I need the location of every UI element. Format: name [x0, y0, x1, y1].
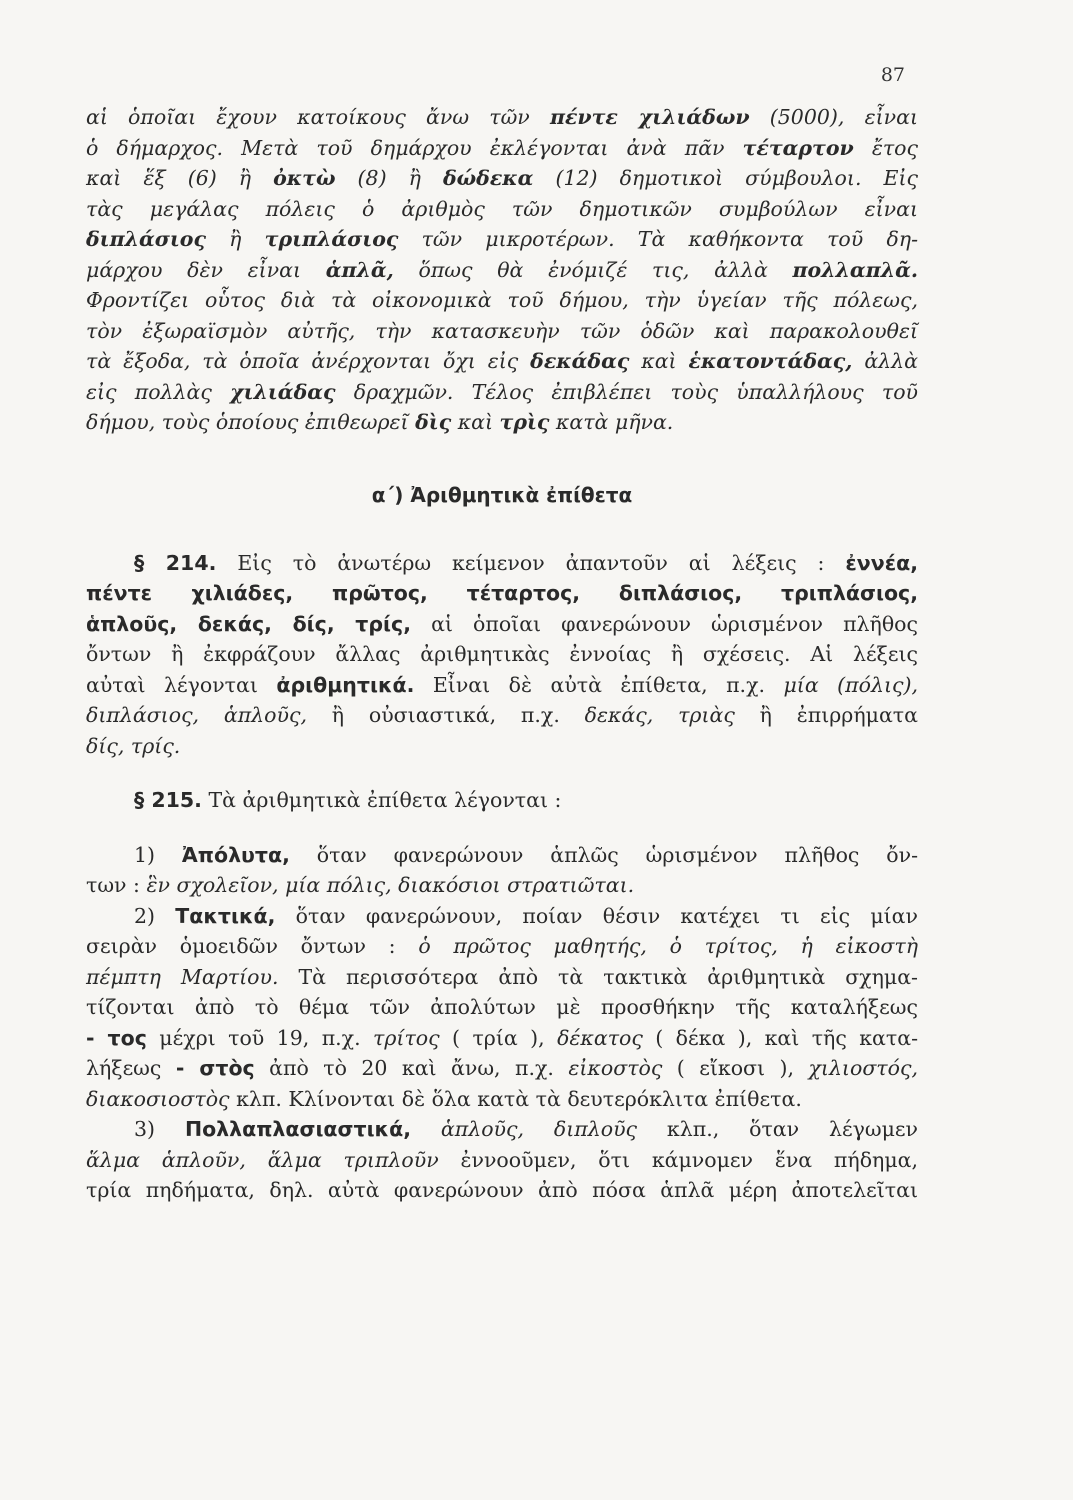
- text-run: (12) δημοτικοὶ σύμβουλοι. Εἰς: [533, 166, 918, 190]
- text-run: τριπλάσιος: [264, 227, 399, 251]
- text-run: σειρὰν ὁμοειδῶν ὄντων :: [86, 934, 419, 958]
- text-line: [86, 670, 918, 701]
- text-line: [86, 962, 918, 993]
- text-run: δίς, τρίς.: [86, 733, 181, 758]
- text-line: [86, 870, 918, 901]
- text-run: τῶν μικροτέρων. Τὰ καθήκοντα τοῦ δη-: [398, 227, 918, 251]
- text-run: [580, 581, 619, 605]
- numbered-items: [86, 840, 918, 1206]
- text-run: τριπλάσιος,: [780, 581, 918, 605]
- text-run: (5000), εἶναι: [749, 105, 918, 129]
- text-run: ( δέκα ), καὶ τῆς κατα-: [642, 1025, 918, 1050]
- text-line: [86, 102, 918, 133]
- section-heading: α΄) Ἀριθμητικὰ ἐπίθετα: [371, 482, 633, 507]
- text-line: [86, 1053, 918, 1084]
- text-run: αἱ ὁποῖαι ἔχουν κατοίκους ἄνω τῶν: [86, 105, 550, 129]
- text-run: διακοσιοστὸς: [86, 1086, 230, 1111]
- text-run: ( εἴκοσι ),: [662, 1056, 809, 1080]
- text-run: ἀπὸ τὸ 20 καὶ ἄνω, π.χ.: [254, 1056, 569, 1080]
- text-run: ἁπλοῦς, δεκάς, δίς, τρίς,: [86, 611, 411, 636]
- text-run: καὶ ἕξ (6) ἢ: [86, 166, 274, 190]
- text-run: ἁπλοῦς, διπλοῦς: [440, 1117, 638, 1141]
- text-run: [742, 581, 781, 605]
- text-line: [86, 1145, 918, 1176]
- text-run: δέκατος: [557, 1025, 643, 1050]
- text-run: [428, 581, 467, 605]
- text-run: λήξεως: [86, 1056, 176, 1080]
- text-line: [86, 1114, 918, 1145]
- text-run: τίζονται ἀπὸ τὸ θέμα τῶν ἀπολύτων μὲ προσθήκην τῆς καταλήξεως: [86, 995, 918, 1019]
- text-run: ὅπως θὰ ἐνόμιζέ τις, ἀλλὰ: [393, 257, 793, 282]
- text-run: - τος: [86, 1025, 147, 1050]
- text-run: ὁ πρῶτος μαθητής, ὁ τρίτος, ἡ εἰκοστὴ: [418, 934, 918, 958]
- text-run: ἁπλᾶ,: [325, 257, 394, 282]
- text-run: ἑκατοντάδας,: [688, 349, 853, 373]
- text-run: εἰκοστὸς: [568, 1056, 663, 1080]
- text-line: [86, 785, 918, 816]
- text-run: ἢ: [205, 227, 265, 251]
- text-run: ὁ δήμαρχος. Μετὰ τοῦ δημάρχου ἐκλέγονται ἀνὰ πᾶν: [86, 135, 743, 160]
- text-run: δραχμῶν. Τέλος ἐπιβλέπει τοὺς ὑπαλλήλους τοῦ: [335, 379, 918, 404]
- text-run: ἓν σχολεῖον, μία πόλις, διακόσιοι στρατιῶται.: [146, 873, 635, 897]
- text-run: τὰς μεγάλας πόλεις ὁ ἀριθμὸς τῶν δημοτικῶν συμβούλων εἶναι: [86, 196, 918, 221]
- text-run: καὶ: [451, 410, 500, 434]
- text-run: 3): [134, 1117, 185, 1141]
- text-run: δεκάς, τριὰς: [584, 703, 735, 727]
- text-run: αἱ ὁποῖαι φανερώνουν ὡρισμένον πλῆθος: [411, 611, 919, 636]
- section-214: [86, 548, 918, 762]
- text-line: [86, 163, 918, 194]
- text-run: τρίτος: [373, 1025, 440, 1050]
- text-run: [411, 1117, 441, 1141]
- text-line: [86, 285, 918, 316]
- text-line: [86, 931, 918, 962]
- text-line: [86, 609, 918, 640]
- text-line: [86, 1175, 918, 1206]
- text-run: δώδεκα: [442, 166, 534, 190]
- text-run: δὶς: [415, 410, 452, 434]
- text-line: [86, 840, 918, 871]
- text-run: (8) ἢ: [335, 166, 443, 190]
- text-run: ὅταν φανερώνουν, ποίαν θέσιν κατέχει τι εἰς μίαν: [275, 903, 918, 928]
- text-run: 2): [134, 903, 176, 928]
- text-run: πέντε χιλιάδες,: [86, 581, 294, 605]
- text-run: ὄντων ἢ ἐκφράζουν ἄλλας ἀριθμητικὰς ἐννοίας ἢ σχέσεις. Αἱ λέξεις: [86, 642, 918, 666]
- text-run: ἀλλὰ: [852, 349, 918, 373]
- text-run: πρῶτος,: [331, 581, 428, 605]
- text-run: δήμου, τοὺς ὁποίους ἐπιθεωρεῖ: [86, 410, 416, 434]
- text-line: [86, 1023, 918, 1054]
- page-number: 87: [880, 64, 905, 86]
- text-line: [86, 407, 918, 438]
- text-run: μέχρι τοῦ 19, π.χ.: [146, 1025, 374, 1050]
- text-run: § 215.: [134, 788, 202, 812]
- text-run: πέμπτη Μαρτίου.: [86, 964, 279, 989]
- text-run: ἐννοοῦμεν, ὅτι κάμνομεν ἕνα πήδημα,: [438, 1147, 918, 1172]
- text-run: Φροντίζει οὗτος διὰ τὰ οἰκονομικὰ τοῦ δήμου, τὴν ὑγείαν τῆς πόλεως,: [86, 288, 918, 312]
- spacer: [86, 761, 918, 785]
- text-line: [86, 133, 918, 164]
- text-line: [86, 901, 918, 932]
- text-run: τὰ ἔξοδα, τὰ ὁποῖα ἀνέρχονται ὄχι εἰς: [86, 349, 531, 373]
- text-run: αὐταὶ λέγονται: [86, 672, 277, 697]
- text-line: [86, 700, 918, 731]
- text-line: [86, 224, 918, 255]
- text-run: Τὰ ἀριθμητικὰ ἐπίθετα λέγονται :: [201, 788, 562, 812]
- text-run: κλπ. Κλίνονται δὲ ὅλα κατὰ τὰ δευτερόκλιτα ἐπίθετα.: [229, 1086, 802, 1111]
- section-215: [86, 785, 918, 816]
- text-line: [86, 548, 918, 579]
- text-run: Ἀπόλυτα,: [181, 842, 290, 867]
- text-run: Εἰς τὸ ἀνωτέρω κείμενον ἀπαντοῦν αἱ λέξεις :: [216, 550, 846, 575]
- text-run: § 214.: [134, 550, 217, 575]
- text-run: μάρχου δὲν εἶναι: [86, 257, 326, 282]
- text-run: μία (πόλις),: [783, 672, 918, 697]
- text-line: [86, 194, 918, 225]
- text-run: ἢ οὐσιαστικά, π.χ.: [306, 703, 585, 727]
- text-line: [86, 1084, 918, 1115]
- text-line: [86, 578, 918, 609]
- text-line: [86, 255, 918, 286]
- text-run: πολλαπλᾶ.: [792, 257, 918, 282]
- text-run: Πολλαπλασιαστικά,: [184, 1117, 411, 1141]
- text-run: κλπ., ὅταν λέγωμεν: [637, 1117, 918, 1141]
- text-run: ἔτος: [853, 135, 918, 160]
- text-run: ἐννέα,: [845, 550, 919, 575]
- text-run: ( τρία ),: [439, 1025, 558, 1050]
- text-run: διπλάσιος: [86, 227, 206, 251]
- body-text: [86, 102, 918, 1206]
- text-run: χιλιάδας: [230, 379, 336, 404]
- text-run: ὀκτὼ: [273, 166, 336, 190]
- text-run: ἢ ἐπιρρήματα: [734, 703, 918, 727]
- text-run: Τακτικά,: [175, 903, 276, 928]
- text-run: ὅταν φανερώνουν ἁπλῶς ὡρισμένον πλῆθος ὄν-: [289, 842, 918, 867]
- text-run: χιλιοστός,: [808, 1056, 918, 1080]
- paragraph-dimarchos: [86, 102, 918, 438]
- text-run: τὸν ἐξωραϊσμὸν αὐτῆς, τὴν κατασκευὴν τῶν ὁδῶν καὶ παρακολουθεῖ: [86, 318, 918, 343]
- text-run: δεκάδας: [530, 349, 630, 373]
- text-run: [293, 581, 332, 605]
- text-run: 1): [134, 842, 182, 867]
- text-line: [86, 316, 918, 347]
- text-line: [86, 992, 918, 1023]
- text-run: - στὸς: [175, 1056, 255, 1080]
- text-run: καὶ: [629, 349, 689, 373]
- text-run: τρὶς: [499, 410, 550, 434]
- text-line: [86, 731, 918, 762]
- spacer: [86, 816, 918, 840]
- text-run: Εἶναι δὲ αὐτὰ ἐπίθετα, π.χ.: [414, 672, 784, 697]
- text-run: ἀριθμητικά.: [276, 672, 415, 697]
- text-line: [86, 639, 918, 670]
- text-run: διπλάσιος, ἁπλοῦς,: [86, 703, 307, 727]
- text-run: των :: [86, 873, 147, 897]
- text-line: [86, 346, 918, 377]
- text-line: [86, 377, 918, 408]
- text-run: τέταρτος,: [466, 581, 581, 605]
- text-run: ἅλμα ἁπλοῦν, ἅλμα τριπλοῦν: [86, 1147, 439, 1172]
- text-run: Τὰ περισσότερα ἀπὸ τὰ τακτικὰ ἀριθμητικὰ σχημα-: [278, 964, 918, 989]
- text-run: τρία πηδήματα, δηλ. αὐτὰ φανερώνουν ἀπὸ πόσα ἁπλᾶ μέρη ἀποτελεῖται: [86, 1178, 918, 1202]
- text-run: κατὰ μῆνα.: [549, 410, 674, 434]
- text-run: τέταρτον: [742, 135, 854, 160]
- text-run: εἰς πολλὰς: [86, 379, 231, 404]
- text-run: διπλάσιος,: [618, 581, 743, 605]
- text-run: πέντε χιλιάδων: [549, 105, 750, 129]
